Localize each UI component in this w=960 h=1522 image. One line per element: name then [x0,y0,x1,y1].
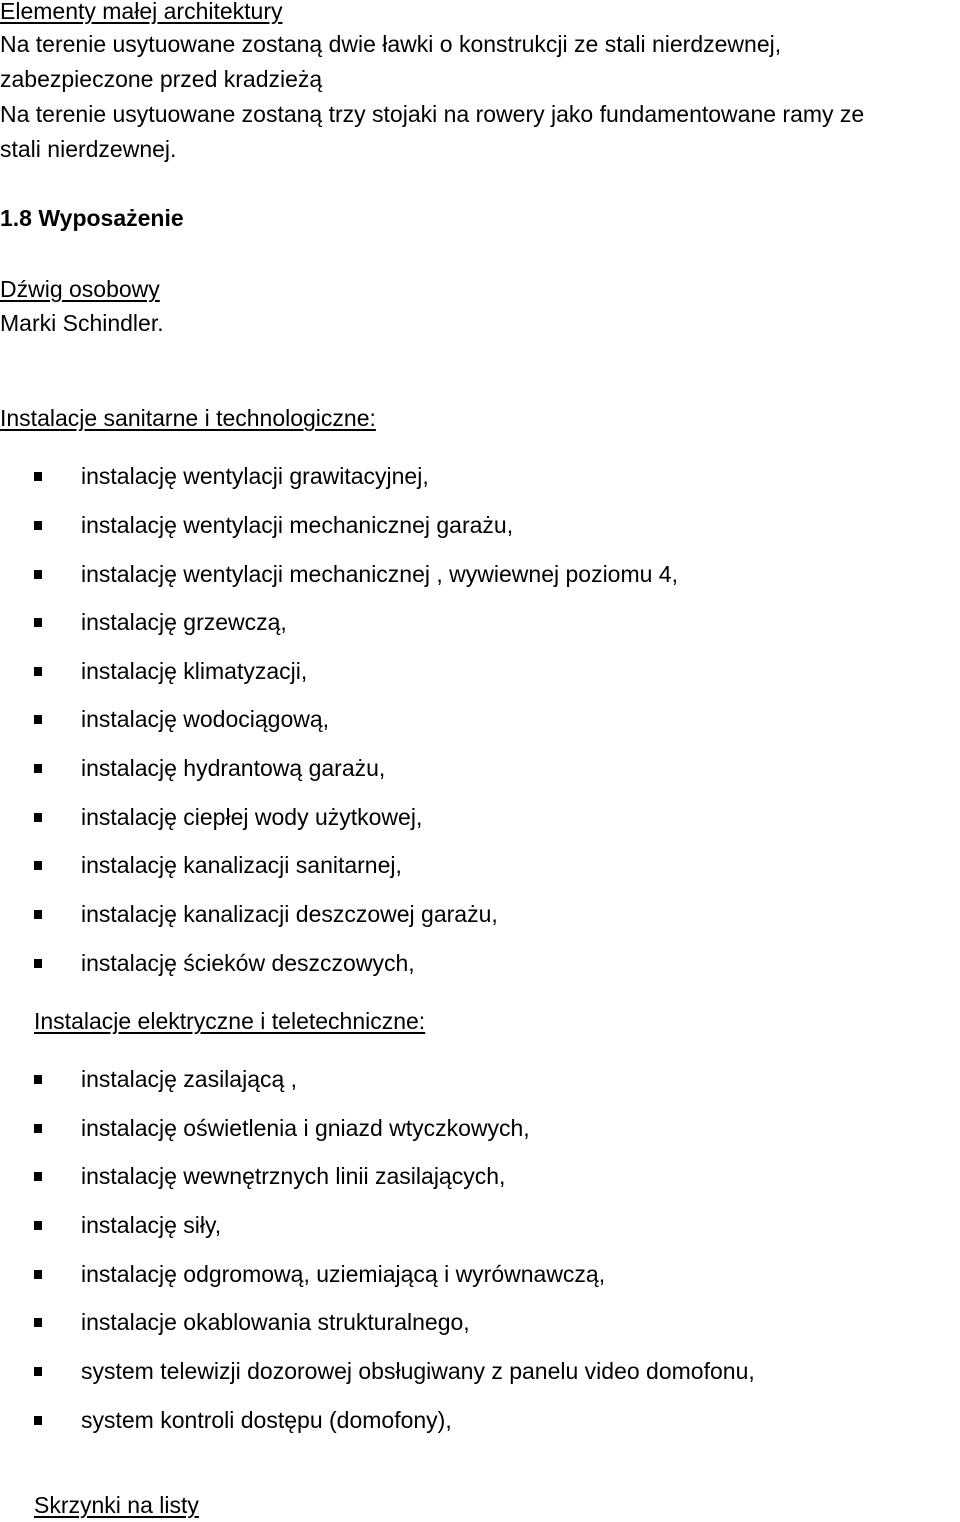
bullet-square-icon [34,1318,42,1327]
section-title: 1.8 Wyposażenie [0,205,184,231]
bullet-square-icon [34,861,42,870]
paragraph-line: Na terenie usytuowane zostaną trzy stojaki na rowery jako fundamentowane ramy ze [0,101,865,127]
bullet-square-icon [34,1367,42,1376]
bullet-square-icon [34,1270,42,1279]
document-page: Elementy małej architektury Na terenie usytuowane zostaną dwie ławki o konstrukcji ze stali nierdzewnej, zabezpieczone przed kradzieżą Na terenie usytuowane zostaną trzy stojaki na rowery jako fundamentowane ramy ze stali nierdzewnej. 1.8 Wyposażenie Dźwig osobowy Marki Schindler. Instalacje sanitarne i technologiczne: instalację wentylacji grawitacyjnej, instalację wentylacji mechanicznej garażu, instalację wentylacji mechanicznej , wywiewnej poziomu 4, instalację grzewczą, instalację klimatyzacji, instalację wodociągową, instalację hydrantową garażu, instalację ciepłej wody użytkowej, instalację kanalizacji sanitarnej, instalację kanalizacji deszczowej garażu, instalację ścieków deszczowych, Instalacje elektryczne i teletechniczne: instalację zasilającą , instalację oświetlenia i gniazd wtyczkowych, instalację wewnętrznych linii zasilających, instalację siły, instalację odgromową, uziemiającą i wyrównawczą, instalacje okablowania strukturalnego, system telewizji dozorowej obsługiwany z panelu video domofonu, system kontroli dostępu (domofony), Skrzynki na listy [0,0,865,1518]
bullet-square-icon [34,1124,42,1133]
elevator-brand: Marki Schindler. [0,310,164,336]
paragraph-line: Na terenie usytuowane zostaną dwie ławki o konstrukcji ze stali nierdzewnej, [0,31,782,57]
bullet-square-icon [34,618,42,627]
electrical-installations-heading: Instalacje elektryczne i teletechniczne: [34,1008,426,1034]
bullet-square-icon [34,1172,42,1181]
bullet-square-icon [34,1075,42,1084]
small-architecture-heading: Elementy małej architektury [0,0,283,24]
bullet-square-icon [34,521,42,530]
bullet-square-icon [34,764,42,773]
paragraph-line: zabezpieczone przed kradzieżą [0,66,323,92]
bullet-square-icon [34,472,42,481]
elevator-heading: Dźwig osobowy [0,276,160,302]
bullet-square-icon [34,667,42,676]
bullet-square-icon [34,959,42,968]
mailboxes-heading: Skrzynki na listy [34,1492,199,1518]
bullet-square-icon [34,715,42,724]
paragraph-line: stali nierdzewnej. [0,136,177,162]
sanitary-installations-heading: Instalacje sanitarne i technologiczne: [0,405,376,431]
bullet-square-icon [34,910,42,919]
bullet-square-icon [34,1221,42,1230]
bullet-square-icon [34,1416,42,1425]
bullet-square-icon [34,570,42,579]
bullet-square-icon [34,813,42,822]
